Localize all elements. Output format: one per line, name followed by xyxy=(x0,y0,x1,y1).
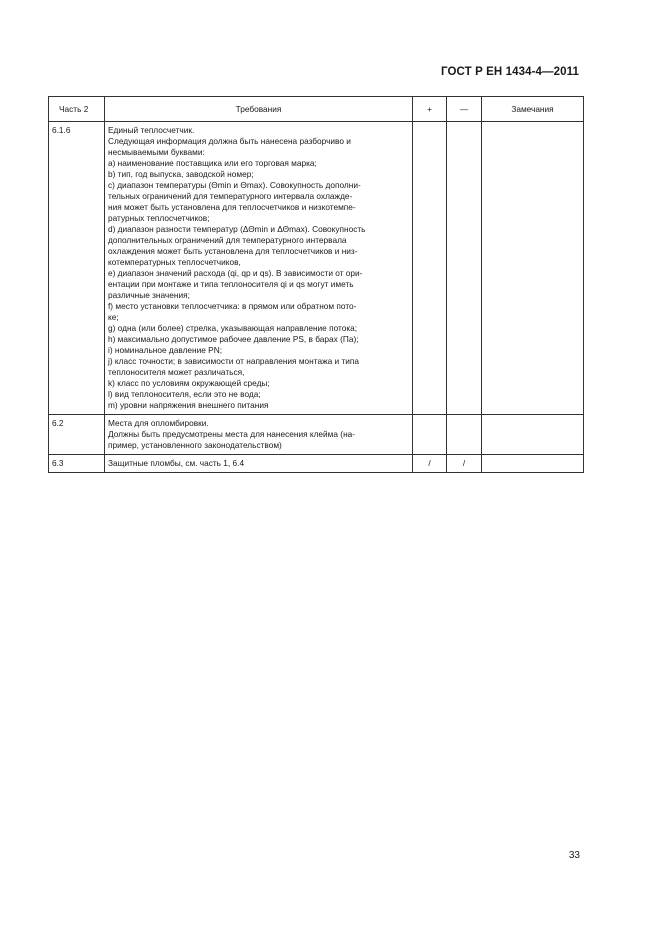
row-notes xyxy=(482,455,584,473)
column-header-requirements: Требования xyxy=(105,97,413,122)
requirement-line: Должны быть предусмотрены места для нанесения клейма (на- xyxy=(108,429,356,439)
requirement-line: j) класс точности; в зависимости от направления монтажа и типа xyxy=(108,356,360,366)
requirement-line: l) вид теплоносителя, если это не вода; xyxy=(108,389,261,399)
requirement-line: котемпературных теплосчетчиков, xyxy=(108,257,241,267)
requirement-line: охлаждения может быть установлена для теплосчетчиков и низ- xyxy=(108,246,358,256)
requirement-line: h) максимально допустимое рабочее давление PS, в барах (Па); xyxy=(108,334,359,344)
requirement-line: b) тип, год выпуска, заводской номер; xyxy=(108,169,254,179)
row-notes xyxy=(482,122,584,415)
requirement-line: c) диапазон температуры (Θmin и Θmax). Совокупность дополни- xyxy=(108,180,361,190)
page-number: 33 xyxy=(568,850,580,861)
requirements-table xyxy=(48,96,584,473)
row-plus-mark xyxy=(413,122,447,415)
requirement-line: d) диапазон разности температур (ΔΘmin и ΔΘmax). Совокупность xyxy=(108,224,366,234)
requirement-line: f) место установки теплосчетчика: в прямом или обратном пото- xyxy=(108,301,357,311)
requirement-line: ратурных теплосчетчиков; xyxy=(108,213,210,223)
requirement-line: m) уровни напряжения внешнего питания xyxy=(108,400,269,410)
requirement-line: e) диапазон значений расхода (qi, qp и qs). В зависимости от ори- xyxy=(108,268,363,278)
requirement-line: Защитные пломбы, см. часть 1, 6.4 xyxy=(108,458,245,468)
row-dash-mark xyxy=(447,122,482,415)
row-plus-mark xyxy=(413,415,447,455)
requirement-line: теплоносителя может различаться, xyxy=(108,367,245,377)
requirement-line: ентации при монтаже и типа теплоносителя qi и qs могут иметь xyxy=(108,279,354,289)
requirement-line: несмываемыми буквами: xyxy=(108,147,205,157)
row-part-number: 6.2 xyxy=(49,415,105,455)
requirement-line: Следующая информация должна быть нанесена разборчиво и xyxy=(108,136,351,146)
row-plus-mark: / xyxy=(413,455,447,473)
requirement-line: g) одна (или более) стрелка, указывающая направление потока; xyxy=(108,323,358,333)
table-header-row xyxy=(49,97,584,122)
row-dash-mark xyxy=(447,415,482,455)
standard-header: ГОСТ Р ЕН 1434-4—2011 xyxy=(441,66,579,78)
requirement-line: Единый теплосчетчик. xyxy=(108,125,195,135)
row-part-number: 6.1.6 xyxy=(49,122,105,415)
row-notes xyxy=(482,415,584,455)
column-header-dash: — xyxy=(447,97,482,122)
requirement-line: i) номинальное давление PN; xyxy=(108,345,223,355)
column-header-part: Часть 2 xyxy=(49,97,105,122)
row-part-number: 6.3 xyxy=(49,455,105,473)
column-header-notes: Замечания xyxy=(482,97,584,122)
requirement-line: k) класс по условиям окружающей среды; xyxy=(108,378,270,388)
row-requirement-text xyxy=(105,122,413,415)
requirement-line: ния может быть установлена для теплосчетчиков и низкотемпе- xyxy=(108,202,356,212)
row-requirement-text xyxy=(105,415,413,455)
table-row xyxy=(49,455,584,473)
table-row xyxy=(49,415,584,455)
column-header-plus: + xyxy=(413,97,447,122)
requirement-line: а) наименование поставщика или его торговая марка; xyxy=(108,158,317,168)
requirement-line: ке; xyxy=(108,312,119,322)
row-requirement-text xyxy=(105,455,413,473)
requirement-line: Места для опломбировки. xyxy=(108,418,209,428)
row-dash-mark: / xyxy=(447,455,482,473)
requirement-line: пример, установленного законодательством) xyxy=(108,440,282,450)
requirement-line: дополнительных ограничений для температурного интервала xyxy=(108,235,347,245)
requirement-line: различные значения; xyxy=(108,290,190,300)
table-row xyxy=(49,122,584,415)
requirement-line: тельных ограничений для температурного интервала охлажде- xyxy=(108,191,353,201)
